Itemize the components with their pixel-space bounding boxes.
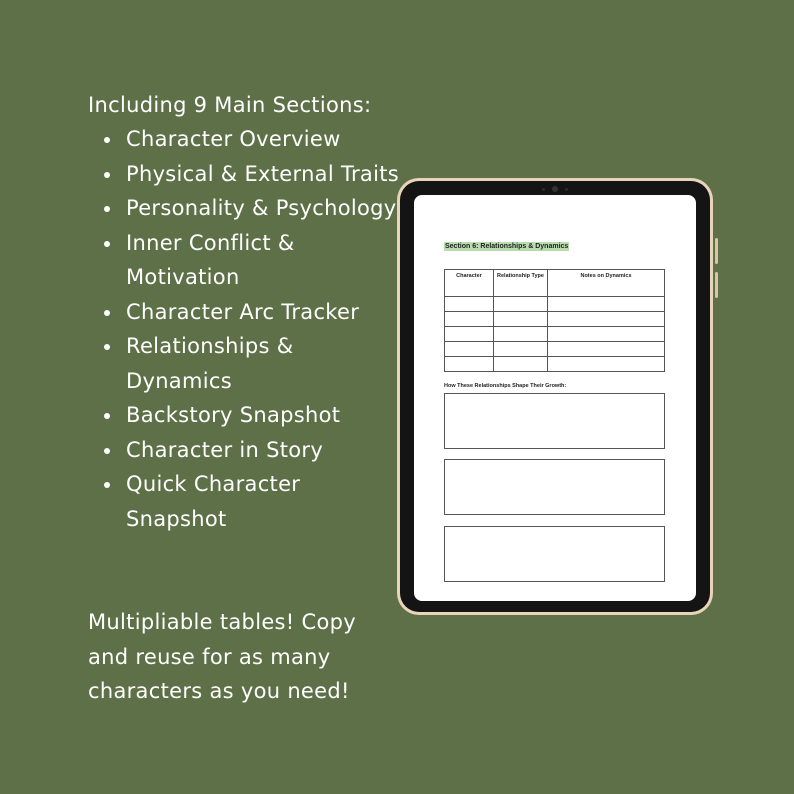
notes-box[interactable]: [444, 459, 665, 515]
bullet-icon: [104, 137, 110, 143]
volume-down-button: [715, 272, 718, 298]
table-row: [445, 357, 665, 372]
bullet-icon: [104, 206, 110, 212]
doc-section-title: Section 6: Relationships & Dynamics: [445, 243, 569, 250]
table-cell[interactable]: [494, 357, 548, 372]
section-item: [104, 329, 404, 398]
section-item: [104, 295, 404, 330]
table-header-row: [445, 270, 665, 297]
table-row: [445, 342, 665, 357]
section-label: Personality & Psychology: [126, 196, 397, 220]
column-header-character: Character: [445, 270, 494, 297]
tablet-bezel: [400, 181, 710, 612]
section-label: Inner Conflict & Motivation: [126, 230, 295, 289]
section-item: [104, 467, 404, 536]
section-label: Character Overview: [126, 127, 341, 151]
outro-text: Multipliable tables! Copy and reuse for as many characters as you need!: [88, 610, 356, 703]
notes-box[interactable]: [444, 393, 665, 449]
table-cell[interactable]: [445, 357, 494, 372]
table-cell[interactable]: [494, 297, 548, 312]
table-cell[interactable]: [445, 312, 494, 327]
section-label: Backstory Snapshot: [126, 403, 341, 427]
bullet-icon: [104, 172, 110, 178]
tablet-screen: [414, 195, 696, 601]
sections-list: [104, 122, 404, 536]
column-header-relationship-type: Relationship Type: [494, 270, 548, 297]
bullet-icon: [104, 448, 110, 454]
sensor-icon: [542, 188, 545, 191]
notes-box[interactable]: [444, 526, 665, 582]
section-item: [104, 157, 404, 192]
growth-label: How These Relationships Shape Their Growth:: [444, 383, 567, 389]
section-item: [104, 122, 404, 157]
table-cell[interactable]: [548, 357, 665, 372]
intro-heading: Including 9 Main Sections:: [88, 93, 372, 117]
table-cell[interactable]: [494, 312, 548, 327]
tablet-device: [397, 178, 713, 615]
section-label: Physical & External Traits: [126, 161, 400, 186]
section-label: Relationships & Dynamics: [126, 334, 294, 393]
table-cell[interactable]: [494, 342, 548, 357]
section-item: [104, 226, 404, 295]
relationships-table: [444, 269, 665, 372]
bullet-icon: [104, 344, 110, 350]
section-item: [104, 433, 404, 468]
volume-up-button: [715, 238, 718, 264]
table-cell[interactable]: [548, 312, 665, 327]
section-item: [104, 398, 404, 433]
table-cell[interactable]: [548, 327, 665, 342]
section-label: Quick Character Snapshot: [126, 472, 301, 531]
table-row: [445, 297, 665, 312]
camera-bar: [542, 186, 568, 192]
table-cell[interactable]: [494, 327, 548, 342]
table-cell[interactable]: [445, 297, 494, 312]
section-label: Character in Story: [126, 437, 324, 462]
table-row: [445, 327, 665, 342]
sensor-icon: [565, 188, 568, 191]
bullet-icon: [104, 413, 110, 419]
table-cell[interactable]: [445, 327, 494, 342]
table-cell[interactable]: [548, 297, 665, 312]
section-item: [104, 191, 404, 226]
table-cell[interactable]: [445, 342, 494, 357]
bullet-icon: [104, 310, 110, 316]
bullet-icon: [104, 482, 110, 488]
section-label: Character Arc Tracker: [126, 299, 360, 324]
column-header-notes: Notes on Dynamics: [548, 270, 665, 297]
camera-icon: [552, 186, 558, 192]
table-row: [445, 312, 665, 327]
bullet-icon: [104, 241, 110, 247]
table-cell[interactable]: [548, 342, 665, 357]
